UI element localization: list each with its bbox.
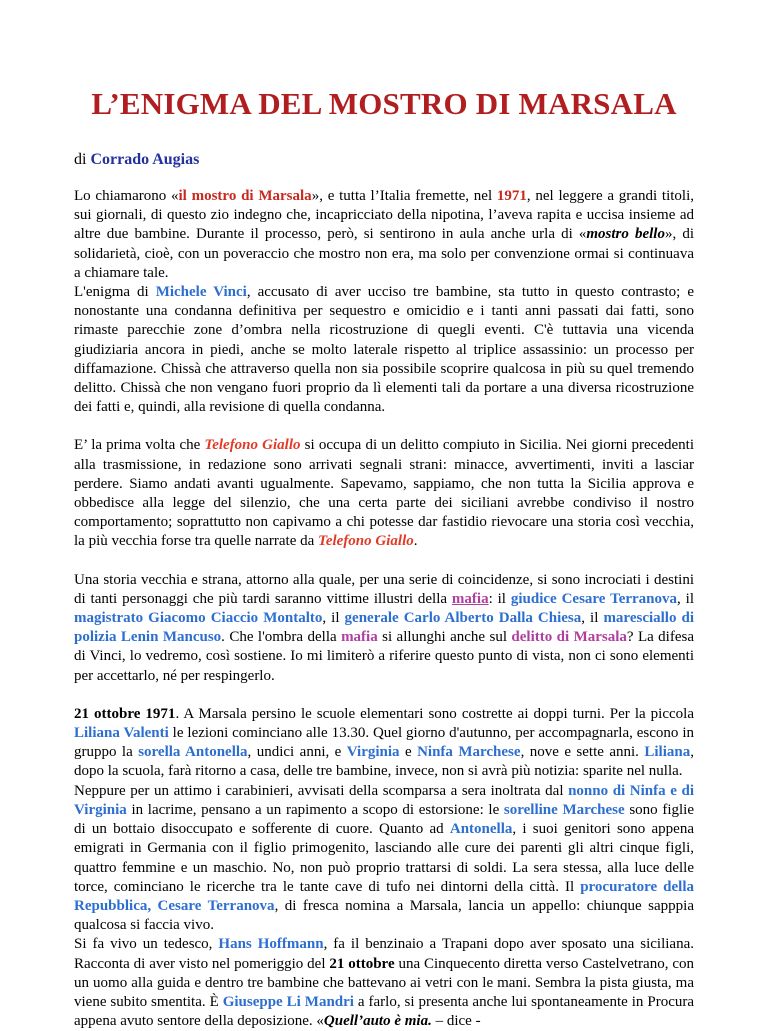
page-title: L’ENIGMA DEL MOSTRO DI MARSALA: [91, 86, 677, 121]
highlight-year: 1971: [496, 188, 527, 204]
text: , nove e sette anni.: [520, 744, 645, 761]
text: si occupa di un delitto compiuto in Sicilia. Nei giorni precedenti alla trasmissione, in redazione sono arrivati segnali strani: minacce, avvertimenti, inviti a lasciar perdere. Siamo andati avanti ugualmente. Sapevamo, sappiamo, che non tutta la Sicilia approva e obbedisce alla legge del silenzio, che una certa parte dei siciliani avrebbe condiviso il nostro comportamento; soprattutto non capivamo a chi potesse dar fastidio rievocare una storia così vecchia, la più vecchia forse tra quelle narrate da: [74, 437, 694, 550]
name-mancuso: maresciallo di polizia Lenin Mancuso: [74, 610, 695, 646]
text: , il: [581, 610, 604, 627]
highlight-mostro: il mostro di Marsala: [178, 188, 312, 204]
name-ninfa-marchese: Ninfa Marchese: [417, 744, 521, 761]
paragraph-intro: [74, 187, 694, 283]
paragraph-enigma: [74, 283, 694, 417]
text: a farlo, si presenta anche lui spontaneamente in Procura appena avuto sentore della deposizione. «: [74, 993, 694, 1030]
link-mafia[interactable]: mafia: [451, 590, 489, 607]
show-title: Telefono Giallo: [204, 437, 301, 454]
paragraph-carabinieri: [74, 782, 694, 936]
text: . A Marsala persino le scuole elementari sono costrette ai doppi turni. Per la piccola: [175, 705, 694, 722]
name-terranova: giudice Cesare Terranova: [510, 590, 678, 607]
text: , fa il benzinaio a Trapani dopo aver sposato una siciliana. Racconta di aver visto nel pomeriggio del: [74, 936, 694, 972]
name-sorelline-marchese: sorelline Marchese: [503, 801, 625, 818]
text: E’ la prima volta che: [74, 437, 205, 454]
highlight-delitto-marsala: delitto di Marsala: [511, 629, 627, 646]
name-virginia: Virginia: [346, 744, 400, 761]
text: si allunghi anche sul: [377, 629, 512, 646]
date-21-ottobre-1971: 21 ottobre 1971: [74, 705, 176, 722]
name-procuratore-terranova: procuratore della Repubblica, Cesare Terranova: [74, 878, 695, 914]
text: – dice -: [431, 1013, 481, 1030]
name-hans-hoffmann: Hans Hoffmann: [218, 936, 324, 953]
text: ? La difesa di Vinci, lo vedremo, così sostiene. Io mi limiterò a riferire questo punto di vista, non ci sono elementi per accettarlo, né per respingerlo.: [74, 629, 694, 684]
text: una Cinquecento diretta verso Castelvetrano, con un uomo alla guida e dentro tre bambine che battevano ai vetri con le mani. Sembra la pista giusta, ma viene subito smentita. È: [74, 955, 694, 1010]
paragraph-21-ottobre: [74, 705, 694, 782]
name-li-mandri: Giuseppe Li Mandri: [222, 993, 354, 1010]
quote-auto: Quell’auto è mia.: [323, 1013, 432, 1030]
text: Una storia vecchia e strana, attorno alla quale, per una serie di coincidenze, si sono incrociati i destini di tanti personaggi che più tardi saranno vittime illustri della: [74, 571, 694, 607]
author-name: Corrado Augias: [90, 151, 200, 168]
name-antonella: sorella Antonella: [138, 744, 248, 761]
name-antonella: Antonella: [449, 821, 513, 838]
byline-prefix: di: [74, 151, 91, 168]
paragraph-storia: [74, 571, 694, 686]
text: , il: [322, 610, 345, 627]
text: , i suoi genitori sono appena emigrati in Germania con il figlio primogenito, lasciando alle cure dei parenti gli altri cinque figli, quattro femmine e un maschio. No, non può proprio trattarsi di soldi. La sera stessa, alla luce delle torce, cominciano le ricerche tra le tante cave di tufo nei dintorni della città. Il: [74, 821, 695, 895]
text: , di fresca nomina a Marsala, lancia un appello: chiunque sapppia qualcosa si faccia vivo.: [74, 897, 694, 934]
name-michele-vinci: Michele Vinci: [155, 284, 247, 301]
text: le lezioni cominciano alle 13.30. Quel giorno d'autunno, per accompagnarla, escono in gruppo la: [74, 725, 694, 761]
name-liliana: Liliana: [644, 744, 691, 761]
text: , il: [677, 590, 694, 607]
text: . Che l'ombra della: [221, 629, 342, 646]
text: .: [413, 533, 418, 550]
show-title: Telefono Giallo: [318, 533, 414, 550]
text: , nel leggere a grandi titoli, sui giornali, di questo zio indegno che, incapricciato della nipotina, l’aveva rapita e uccisa insieme ad altre due bambine. Durante il processo, però, si sentirono in aula anche urla di «: [74, 188, 694, 243]
highlight-mafia: mafia: [341, 629, 378, 646]
name-liliana-valenti: Liliana Valenti: [74, 725, 169, 742]
text: , accusato di aver ucciso tre bambine, sta tutto in questo contrasto; e nonostante una condanna definitiva per sequestro e omicidio e i tanti anni passati dai fatti, sono rimaste parecchie zone d’ombra nella ricostruzione di quegli eventi. C'è tuttavia una vicenda giudiziaria ancora in piedi, anche se molto laterale rispetto al triplice assassinio: un processo per diffamazione. Chissà che attraverso quella non sia possibile scoprire qualcosa in più su quel tremendo delitto. Chissà che non vengano fuori proprio da lì elementi tali da portare a una diversa ricostruzione dei fatti e, quindi, alla revisione di quella condanna.: [74, 284, 695, 416]
text: Neppure per un attimo i carabinieri, avvisati della scomparsa a sera inoltrata dal: [74, 782, 569, 799]
text: L'enigma di: [74, 284, 156, 301]
name-nonno: nonno di Ninfa e di Virginia: [74, 782, 694, 818]
text: e: [399, 744, 418, 761]
name-ciaccio-montalto: magistrato Giacomo Ciaccio Montalto: [74, 610, 323, 627]
text: in lacrime, pensano a un rapimento a scopo di estorsione: le: [126, 801, 504, 818]
text: », di solidarietà, cioè, con un poveraccio che mostro non era, ma solo per convenzione ormai si continuava a chiamare tale.: [74, 226, 694, 281]
name-dalla-chiesa: generale Carlo Alberto Dalla Chiesa: [344, 610, 582, 627]
text: », e tutta l’Italia fremette, nel: [311, 188, 497, 204]
text: sono figlie di un bottaio disoccupato e sofferente di cuore. Quanto ad: [74, 801, 694, 838]
paragraph-telefono-giallo: [74, 436, 694, 551]
paragraph-hoffmann: [74, 935, 694, 1031]
byline: [74, 151, 199, 169]
text: Lo chiamarono «: [74, 188, 179, 204]
date-21-ottobre: 21 ottobre: [329, 955, 395, 972]
article-body: [74, 187, 694, 1031]
text: , undici anni, e: [247, 744, 347, 761]
text: , dopo la scuola, farà ritorno a casa, delle tre bambine, invece, non si avrà più notizia: sparite nel nulla.: [74, 744, 694, 780]
quote-mostro-bello: mostro bello: [586, 226, 665, 243]
text: : il: [488, 590, 511, 607]
text: Si fa vivo un tedesco,: [74, 936, 219, 953]
